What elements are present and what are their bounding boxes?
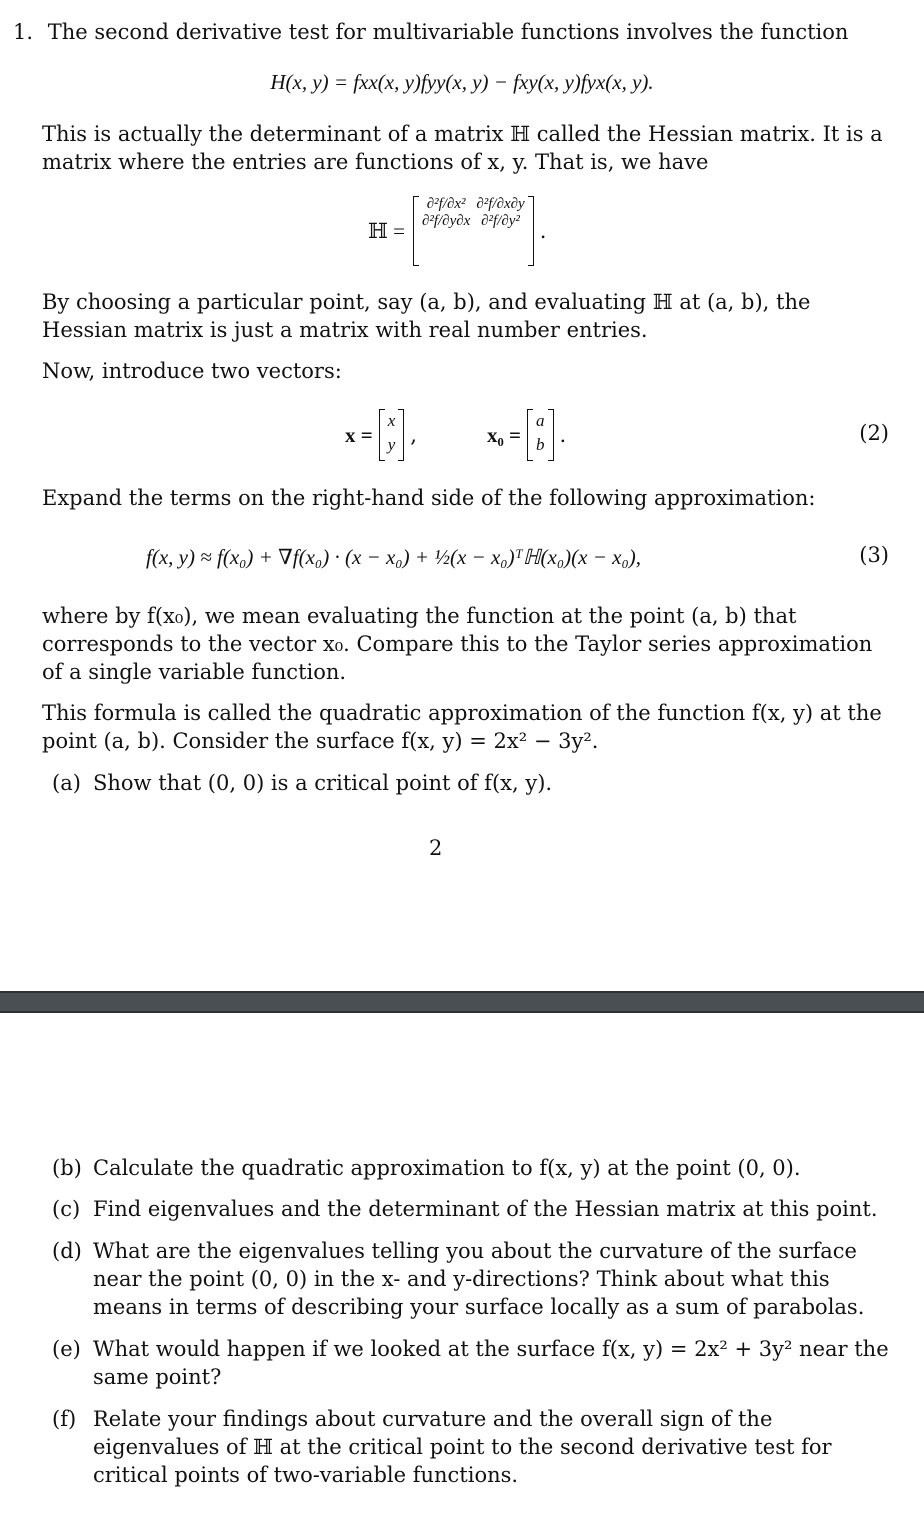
part-c-label: (c): [52, 1197, 81, 1221]
vector-x-matrix: [379, 409, 405, 461]
vector-x-entry-1: x: [387, 411, 396, 430]
vector-x-entry-2: y: [387, 435, 396, 454]
problem-intro-text: The second derivative test for multivariable functions involves the function: [47, 20, 849, 44]
vector-x-label: x =: [345, 422, 373, 447]
hessian-symbol: ℍ =: [368, 218, 405, 243]
vectors-intro: Now, introduce two vectors:: [42, 359, 342, 383]
part-d-label: (d): [52, 1239, 82, 1263]
hessian-entry-xy: ∂²f/∂x∂y: [476, 196, 525, 212]
vector-x0-label: x₀ =: [487, 422, 522, 447]
part-a: [52, 769, 889, 797]
h-equation: H(x, y) = fxx(x, y)fyy(x, y) − fxy(x, y)fyx(x, y).: [270, 70, 654, 94]
hessian-paragraph: This is actually the determinant of a matrix ℍ called the Hessian matrix. It is a matrix where the entries are functions of x, y. That is, we have: [42, 122, 883, 174]
vector-x0-matrix: [527, 409, 554, 461]
page-number: 2: [429, 836, 443, 860]
part-e-text: What would happen if we looked at the surface f(x, y) = 2x² + 3y² near the same point?: [93, 1337, 889, 1389]
where-paragraph: where by f(x₀), we mean evaluating the function at the point (a, b) that corresponds to the vector x₀. Compare this to the Taylor series approximation of a single variable function.: [42, 604, 873, 684]
part-a-label: (a): [52, 771, 81, 795]
hessian-entry-xx: ∂²f/∂x²: [426, 196, 466, 212]
part-f: [52, 1405, 889, 1489]
vector-x: x = x y ,: [345, 407, 417, 463]
problem-number: 1.: [13, 20, 34, 44]
expand-paragraph: Expand the terms on the right-hand side of the following approximation:: [42, 486, 816, 510]
part-f-label: (f): [52, 1407, 77, 1431]
hessian-matrix: [413, 196, 534, 266]
formula-paragraph: This formula is called the quadratic approximation of the function f(x, y) at the point (a, b). Consider the surface f(x, y) = 2x² − 3y².: [42, 701, 882, 753]
part-c-text: Find eigenvalues and the determinant of the Hessian matrix at this point.: [93, 1197, 878, 1221]
part-b-label: (b): [52, 1156, 82, 1180]
part-b-text: Calculate the quadratic approximation to f(x, y) at the point (0, 0).: [93, 1156, 801, 1180]
part-d-text: What are the eigenvalues telling you about the curvature of the surface near the point (0, 0) in the x- and y-directions? Think about what this means in terms of describing your surface locally as a sum of parabolas.: [93, 1239, 865, 1319]
page-divider: [0, 991, 924, 1013]
approximation-equation: f(x, y) ≈ f(x₀) + ∇f(x₀) · (x − x₀) + ½(x − x₀)ᵀℍ(x₀)(x − x₀),: [146, 545, 641, 569]
part-f-text: Relate your findings about curvature and the overall sign of the eigenvalues of ℍ at the critical point to the second derivative test for critical points of two-variable functions.: [93, 1407, 832, 1487]
part-a-text: Show that (0, 0) is a critical point of f(x, y).: [93, 771, 553, 795]
evaluate-paragraph: By choosing a particular point, say (a, b), and evaluating ℍ at (a, b), the Hessian matrix is just a matrix with real number entries.: [42, 290, 811, 342]
equation-number-2: (2): [859, 421, 889, 445]
part-e-label: (e): [52, 1337, 81, 1361]
problem-intro: [13, 18, 848, 46]
hessian-entry-yx: ∂²f/∂y∂x: [421, 213, 471, 229]
part-b: [52, 1154, 889, 1182]
part-c: [52, 1195, 889, 1223]
vector-x0: x₀ = a b .: [487, 407, 566, 463]
part-d: [52, 1237, 889, 1321]
vector-x0-entry-2: b: [536, 435, 545, 454]
hessian-matrix-display: ℍ = ∂²f/∂x² ∂²f/∂x∂y ∂²f/∂y∂x ∂²f/∂y² .: [368, 195, 546, 267]
equation-number-3: (3): [859, 543, 889, 567]
hessian-entry-yy: ∂²f/∂y²: [481, 213, 520, 229]
part-e: [52, 1335, 889, 1391]
vector-x0-entry-1: a: [536, 411, 545, 430]
